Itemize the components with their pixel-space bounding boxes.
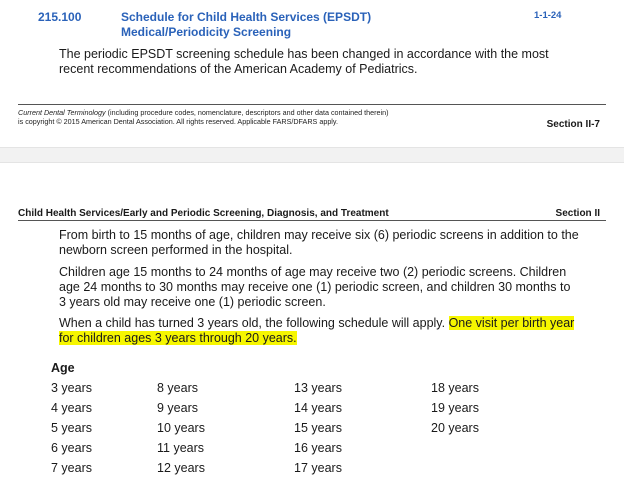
age-cell: 16 years (294, 441, 342, 455)
cdt-line1: (including procedure codes, nomenclature, descriptors and other data contained therein) (105, 108, 389, 117)
paragraph-15-months-3-years: Children age 15 months to 24 months of age may receive two (2) periodic screens. Children age 24 months to 30 months may receive one (1) periodic screen, and children 30 months to 3 years old may receive one (1) periodic screen. (59, 265, 571, 309)
page-header-section: Section II (555, 208, 600, 219)
age-cell: 12 years (157, 461, 205, 475)
age-cell: 9 years (157, 401, 198, 415)
footer-divider (18, 104, 606, 105)
paragraph-3-years-schedule (59, 316, 579, 346)
section-number: 215.100 (38, 10, 82, 24)
section-title: Schedule for Child Health Services (EPSDT) Medical/Periodicity Screening (121, 10, 372, 39)
footer-section-label: Section II-7 (546, 119, 600, 130)
highlighted-text: One visit per birth year for children ages 3 years through 20 years. (59, 316, 575, 345)
schedule-intro-text: When a child has turned 3 years old, the following schedule will apply. (59, 316, 449, 330)
intro-paragraph: The periodic EPSDT screening schedule has been changed in accordance with the most recent recommendations of the American Academy of Pediatrics. (59, 47, 549, 76)
cdt-copyright-notice (18, 108, 498, 126)
age-cell: 4 years (51, 401, 92, 415)
cdt-line2: is copyright © 2015 American Dental Association. All rights reserved. Applicable FARS/DFARS apply. (18, 117, 338, 126)
age-cell: 17 years (294, 461, 342, 475)
section-date: 1-1-24 (534, 10, 562, 21)
age-cell: 18 years (431, 381, 479, 395)
page-header-title: Child Health Services/Early and Periodic Screening, Diagnosis, and Treatment (18, 208, 389, 219)
age-cell: 10 years (157, 421, 205, 435)
paragraph-birth-15-months: From birth to 15 months of age, children may receive six (6) periodic screens in addition to the newborn screen performed in the hospital. (59, 228, 579, 257)
age-cell: 7 years (51, 461, 92, 475)
age-cell: 13 years (294, 381, 342, 395)
age-cell: 15 years (294, 421, 342, 435)
age-cell: 19 years (431, 401, 479, 415)
age-cell: 6 years (51, 441, 92, 455)
age-cell: 20 years (431, 421, 479, 435)
age-cell: 11 years (157, 441, 205, 455)
cdt-title: Current Dental Terminology (18, 108, 106, 117)
page-break (0, 147, 624, 163)
header-divider (18, 220, 606, 221)
age-cell: 8 years (157, 381, 198, 395)
age-cell: 14 years (294, 401, 342, 415)
age-cell: 3 years (51, 381, 92, 395)
age-cell: 5 years (51, 421, 92, 435)
age-table-header: Age (51, 361, 75, 375)
